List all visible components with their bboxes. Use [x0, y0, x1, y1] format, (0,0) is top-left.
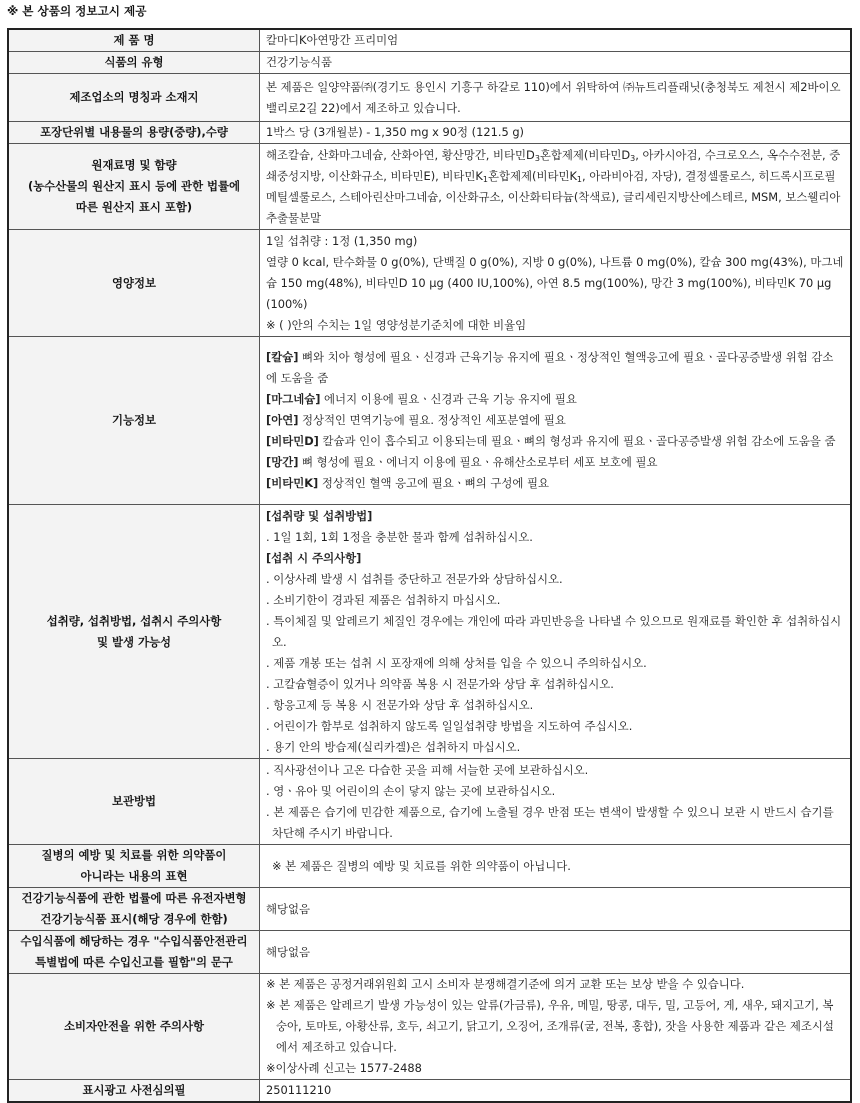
food-type-value: 건강기능식품 — [260, 52, 852, 74]
caution-item: . 고칼슘혈증이 있거나 의약품 복용 시 전문가와 상담 후 섭취하십시오. — [266, 676, 614, 691]
caution-item: . 용기 안의 방습제(실리카겔)은 섭취하지 마십시오. — [266, 739, 521, 754]
caution-item: . 이상사례 발생 시 섭취를 중단하고 전문가와 상담하십시오. — [266, 571, 563, 586]
storage-item: . 영ㆍ유아 및 어린이의 손이 닿지 않는 곳에 보관하십시오. — [266, 783, 556, 798]
intake-value — [260, 505, 852, 759]
nutrition-value — [260, 230, 852, 337]
table-row — [8, 931, 851, 974]
caution-item: . 소비기한이 경과된 제품은 섭취하지 마십시오. — [266, 592, 501, 607]
label-line: 따른 원산지 표시 포함) — [75, 200, 193, 214]
subscript: 3 — [534, 153, 540, 163]
row-label: 소비자안전을 위한 주의사항 — [8, 974, 260, 1080]
label-line: 특별법에 따른 수입신고를 필함"의 문구 — [35, 955, 233, 969]
row-label: 표시광고 사전심의필 — [8, 1080, 260, 1103]
table-row — [8, 74, 851, 122]
function-tag: [비타민D] — [266, 434, 319, 448]
table-row — [8, 505, 851, 759]
ingredients-text: 혼합제제(비타민D — [539, 147, 631, 162]
caution-item: . 항응고제 등 복용 시 전문가와 상담 후 섭취하십시오. — [266, 697, 534, 712]
table-row — [8, 29, 851, 52]
function-tag: [아연] — [266, 413, 299, 427]
row-label: 영양정보 — [8, 230, 260, 337]
label-line: 및 발생 가능성 — [97, 634, 171, 649]
notice-title: ※ 본 상품의 정보고시 제공 — [7, 4, 147, 18]
label-line: 원재료명 및 함량 — [91, 158, 177, 172]
function-tag: [망간] — [266, 455, 299, 469]
caution-item: . 제품 개봉 또는 섭취 시 포장재에 의해 상처를 입을 수 있으니 주의하십시오. — [266, 655, 647, 670]
product-info-table — [7, 28, 852, 1103]
function-text: 뼈와 치아 형성에 필요ㆍ신경과 근육기능 유지에 필요ㆍ정상적인 혈액응고에 필요ㆍ골다공증발생 위험 감소에 도움을 줌 — [266, 350, 834, 385]
caution-title: [섭취 시 주의사항] — [266, 550, 362, 565]
function-text: 뼈 형성에 필요ㆍ에너지 이용에 필요ㆍ유해산소로부터 세포 보호에 필요 — [298, 455, 658, 469]
table-row — [8, 337, 851, 505]
subscript: 1 — [576, 174, 583, 184]
consumer-item: ※이상사례 신고는 1577-2488 — [266, 1061, 422, 1075]
consumer-value — [260, 974, 852, 1080]
caution-item: . 특이체질 및 알레르기 체질인 경우에는 개인에 따라 과민반응을 나타낼 수 있으므로 원재료를 확인한 후 섭취하십시오. — [266, 613, 842, 649]
import-value: 해당없음 — [260, 931, 852, 974]
function-tag: [비타민K] — [266, 476, 319, 490]
manufacturer-value: 본 제품은 일양약품㈜(경기도 용인시 기흥구 하갈로 110)에서 위탁하여 ㈜뉴트리플래닛(충청북도 제천시 제2바이오밸리로2길 22)에서 제조하고 있습니다. — [260, 74, 852, 122]
function-value — [260, 337, 852, 505]
row-label — [8, 505, 260, 759]
row-label: 제 품 명 — [8, 29, 260, 52]
row-label: 포장단위별 내용물의 용량(중량),수량 — [8, 122, 260, 144]
storage-value — [260, 759, 852, 845]
storage-item: . 직사광선이나 고온 다습한 곳을 피해 서늘한 곳에 보관하십시오. — [266, 762, 589, 777]
function-item — [266, 410, 844, 431]
row-label — [8, 144, 260, 230]
consumer-item: ※ 본 제품은 알레르기 발생 가능성이 있는 알류(가금류), 우유, 메밀, 땅콩, 대두, 밀, 고등어, 게, 새우, 돼지고기, 복숭아, 토마토, 아황산류, 호두, 쇠고기, 닭고기, 오징어, 조개류(굴, 전복, 홍합), 잣을 사용한 제품과 같은 제조시설에서 제조하고 있습니다. — [266, 998, 834, 1054]
function-item — [266, 473, 844, 494]
function-text: 정상적인 면역기능에 필요. 정상적인 세포분열에 필요 — [298, 413, 566, 427]
method-text: . 1일 1회, 1회 1정을 충분한 물과 함께 섭취하십시오. — [266, 529, 533, 544]
row-label — [8, 888, 260, 931]
table-row — [8, 888, 851, 931]
ad-review-value: 250111210 — [260, 1080, 852, 1103]
table-row — [8, 845, 851, 888]
label-line: 섭취량, 섭취방법, 섭취시 주의사항 — [46, 613, 222, 628]
table-row — [8, 144, 851, 230]
function-item — [266, 431, 844, 452]
row-label: 제조업소의 명칭과 소재지 — [8, 74, 260, 122]
ingredients-text: , 아카시아검, 수크로오스, 옥수수전분, 중쇄중성지방, 이산화규소, 비타민E), 비타민K — [266, 147, 841, 183]
caution-item: . 어린이가 함부로 섭취하지 않도록 일일섭취량 방법을 지도하여 주십시오. — [266, 718, 633, 733]
function-item — [266, 389, 844, 410]
row-label: 보관방법 — [8, 759, 260, 845]
subscript: 1 — [482, 174, 488, 184]
method-title: [섭취량 및 섭취방법] — [266, 508, 373, 523]
package-value: 1박스 당 (3개월분) - 1,350 mg x 90정 (121.5 g) — [260, 122, 852, 144]
function-item — [266, 452, 844, 473]
label-line: 아니라는 내용의 표현 — [80, 869, 188, 883]
function-text: 칼슘과 인이 흡수되고 이용되는데 필요ㆍ뼈의 형성과 유지에 필요ㆍ골다공증발생 위험 감소에 도움을 줌 — [318, 434, 836, 448]
consumer-item: ※ 본 제품은 공정거래위원회 고시 소비자 분쟁해결기준에 의거 교환 또는 보상 받을 수 있습니다. — [266, 977, 745, 991]
row-label — [8, 845, 260, 888]
storage-item: . 본 제품은 습기에 민감한 제품으로, 습기에 노출될 경우 반점 또는 변색이 발생할 수 있으니 보관 시 반드시 습기를 차단해 주시기 바랍니다. — [266, 804, 834, 840]
label-line: 수입식품에 해당하는 경우 "수입식품안전관리 — [20, 934, 248, 948]
ingredients-text: , 아라비아검, 자당), 결정셀룰로스, 히드록시프로필메틸셀룰로스, 스테아린산마그네슘, 이산화규소, 이산화티타늄(착색료), 글리세린지방산에스테르, MSM, 보스웰리아추출물분말 — [266, 168, 841, 225]
nutrition-facts: 열량 0 kcal, 탄수화물 0 g(0%), 단백질 0 g(0%), 지방 0 g(0%), 나트륨 0 mg(0%), 칼슘 300 mg(43%), 마그네슘 150 mg(48%), 비타민D 10 μg (400 IU,100%), 아연 8.5 mg(100%), 망간 3 mg(100%), 비타민K 70 μg (100%) — [266, 254, 844, 311]
row-label: 기능정보 — [8, 337, 260, 505]
disease-value: ※ 본 제품은 질병의 예방 및 치료를 위한 의약품이 아닙니다. — [260, 845, 852, 888]
function-item — [266, 347, 844, 389]
row-label: 식품의 유형 — [8, 52, 260, 74]
ingredients-value — [260, 144, 852, 230]
serving-size: 1일 섭취량 : 1정 (1,350 mg) — [266, 233, 418, 248]
table-row — [8, 122, 851, 144]
label-line: 건강기능식품 표시(해당 경우에 한함) — [40, 912, 228, 926]
label-line: 건강기능식품에 관한 법률에 따른 유전자변형 — [21, 891, 247, 905]
function-tag: [마그네슘] — [266, 392, 321, 406]
table-row — [8, 230, 851, 337]
function-text: 정상적인 혈액 응고에 필요ㆍ뼈의 구성에 필요 — [318, 476, 550, 490]
label-line: 질병의 예방 및 치료를 위한 의약품이 — [41, 848, 227, 862]
nutrition-note: ※ ( )안의 수치는 1일 영양성분기준치에 대한 비율임 — [266, 317, 527, 332]
label-line: (농수산물의 원산지 표시 등에 관한 법률에 — [27, 179, 241, 193]
ingredients-text: 혼합제제(비타민K — [487, 168, 577, 183]
ingredients-text: 해조칼슘, 산화마그네슘, 산화아연, 황산망간, 비타민D — [266, 147, 535, 162]
subscript: 3 — [630, 153, 636, 163]
product-name-value: 칼마디K아연망간 프리미엄 — [260, 29, 852, 52]
function-text: 에너지 이용에 필요ㆍ신경과 근육 기능 유지에 필요 — [320, 392, 577, 406]
function-tag: [칼슘] — [266, 350, 299, 364]
table-row — [8, 759, 851, 845]
table-row — [8, 974, 851, 1080]
row-label — [8, 931, 260, 974]
table-row — [8, 52, 851, 74]
gmo-value: 해당없음 — [260, 888, 852, 931]
